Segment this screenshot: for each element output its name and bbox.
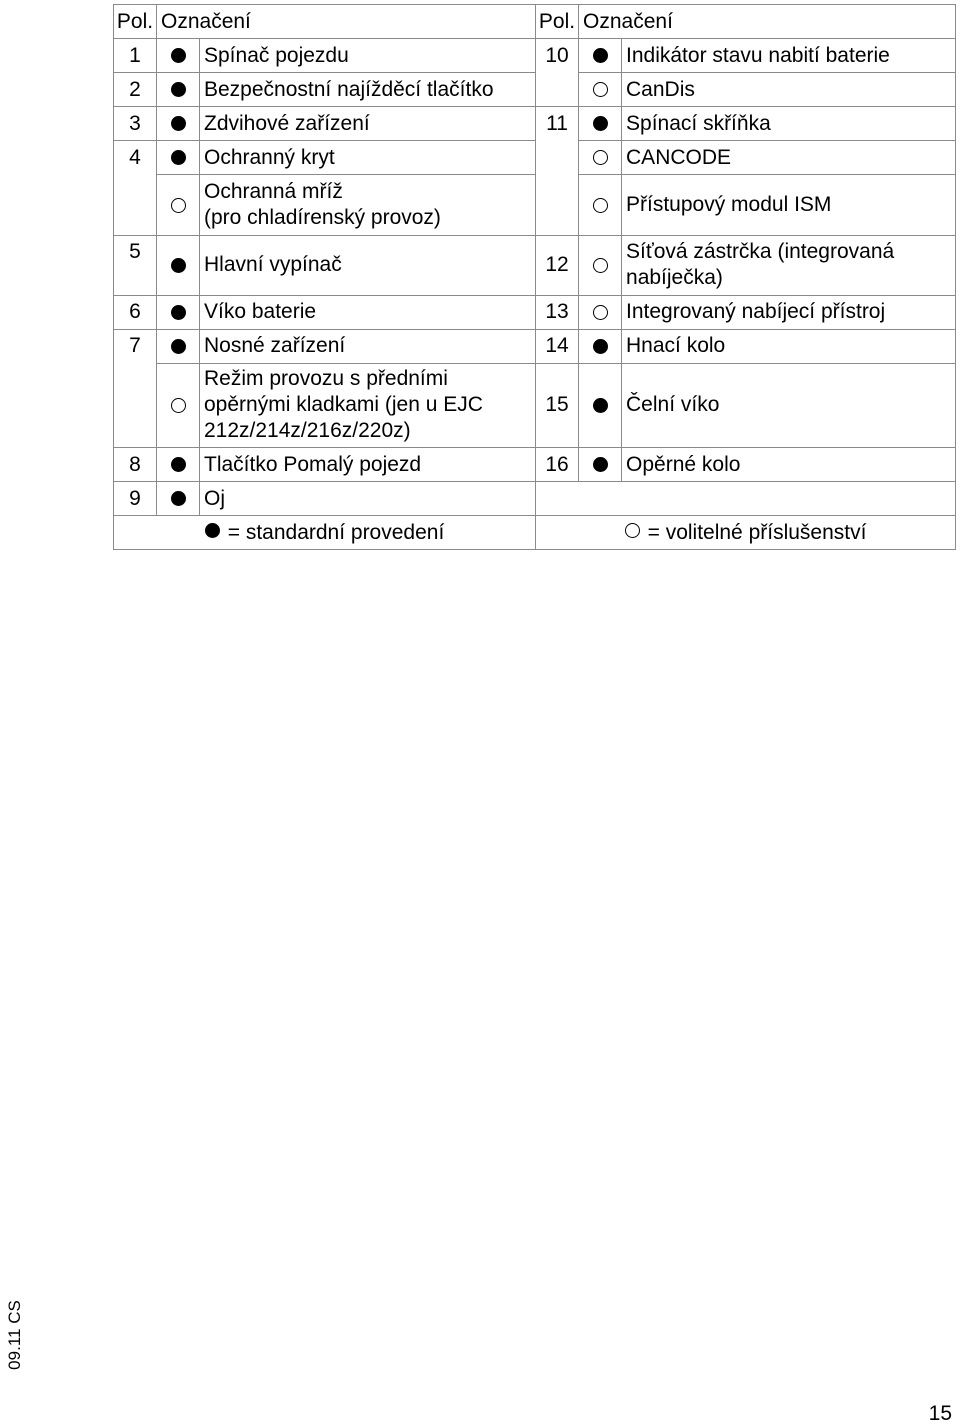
item-label: Nosné zařízení xyxy=(200,329,536,363)
item-label: Čelní víko xyxy=(622,363,956,448)
item-label: Indikátor stavu nabití baterie xyxy=(622,39,956,73)
standard-dot-icon xyxy=(171,82,186,97)
item-pos: 5 xyxy=(114,235,157,295)
item-label: Víko baterie xyxy=(200,295,536,329)
legend-standard-text: = standardní provedení xyxy=(227,520,445,544)
item-label-line: Síťová zástrčka (integrovaná xyxy=(626,240,895,263)
item-label-line: (pro chladírenský provoz) xyxy=(204,205,441,229)
item-pos: 13 xyxy=(536,295,579,329)
item-label: Přístupový modul ISM xyxy=(622,175,956,236)
standard-dot-icon xyxy=(171,457,186,472)
parts-table xyxy=(113,4,956,550)
optional-circle-icon xyxy=(593,82,608,97)
item-pos: 9 xyxy=(114,482,157,516)
item-pos xyxy=(536,175,579,236)
standard-dot-icon xyxy=(171,491,186,506)
empty-cell xyxy=(536,482,956,516)
standard-dot-icon xyxy=(593,457,608,472)
optional-circle-icon xyxy=(171,198,186,213)
optional-circle-icon xyxy=(593,258,608,273)
standard-dot-icon xyxy=(205,523,220,538)
item-label-line: Režim provozu s předními xyxy=(204,367,448,391)
standard-dot-icon xyxy=(171,150,186,165)
item-label: Hlavní vypínač xyxy=(200,235,536,295)
table-row xyxy=(114,448,956,482)
table-row xyxy=(114,175,956,236)
standard-dot-icon xyxy=(171,305,186,320)
item-label: Ochranný kryt xyxy=(200,141,536,175)
item-pos: 8 xyxy=(114,448,157,482)
legend-row xyxy=(114,516,956,550)
optional-circle-icon xyxy=(593,150,608,165)
standard-dot-icon xyxy=(171,48,186,63)
table-row xyxy=(114,73,956,107)
standard-dot-icon xyxy=(171,116,186,131)
standard-dot-icon xyxy=(593,116,608,131)
header-name-right: Označení xyxy=(579,5,956,39)
standard-dot-icon xyxy=(593,48,608,63)
table-row xyxy=(114,363,956,448)
standard-dot-icon xyxy=(593,339,608,354)
item-label-line: opěrnými kladkami (jen u EJC xyxy=(204,393,483,417)
item-pos: 11 xyxy=(536,107,579,141)
item-pos: 2 xyxy=(114,73,157,107)
item-pos: 12 xyxy=(536,235,579,295)
header-pos-right: Pol. xyxy=(536,5,579,39)
item-label: CANCODE xyxy=(622,141,956,175)
item-label: Spínač pojezdu xyxy=(200,39,536,73)
item-pos: 10 xyxy=(536,39,579,73)
item-label: Hnací kolo xyxy=(622,329,956,363)
page-number: 15 xyxy=(928,1402,952,1425)
item-pos: 16 xyxy=(536,448,579,482)
item-label: Tlačítko Pomalý pojezd xyxy=(200,448,536,482)
legend-optional-text: = volitelné příslušenství xyxy=(647,520,867,544)
table-row xyxy=(114,482,956,516)
item-label-line: nabíječka) xyxy=(626,266,723,289)
optional-circle-icon xyxy=(625,523,640,538)
table-header-row xyxy=(114,5,956,39)
item-label-line: 212z/214z/216z/220z) xyxy=(204,419,411,443)
item-pos: 4 xyxy=(114,141,157,175)
optional-circle-icon xyxy=(593,305,608,320)
item-label: CanDis xyxy=(622,73,956,107)
item-pos: 15 xyxy=(536,363,579,448)
item-label: Bezpečnostní najížděcí tlačítko xyxy=(200,73,536,107)
item-label: Integrovaný nabíjecí přístroj xyxy=(622,295,956,329)
legend-optional xyxy=(536,516,956,550)
item-pos xyxy=(114,175,157,236)
table-row xyxy=(114,235,956,295)
item-label: Spínací skříňka xyxy=(622,107,956,141)
item-pos xyxy=(536,141,579,175)
legend-standard xyxy=(114,516,536,550)
standard-dot-icon xyxy=(171,339,186,354)
standard-dot-icon xyxy=(593,398,608,413)
optional-circle-icon xyxy=(171,398,186,413)
item-pos: 14 xyxy=(536,329,579,363)
item-pos: 7 xyxy=(114,329,157,363)
table-row xyxy=(114,141,956,175)
optional-circle-icon xyxy=(593,198,608,213)
document-code: 09.11 CS xyxy=(5,1300,24,1370)
standard-dot-icon xyxy=(171,258,186,273)
item-label: Oj xyxy=(200,482,536,516)
item-pos: 3 xyxy=(114,107,157,141)
table-row xyxy=(114,107,956,141)
item-pos: 1 xyxy=(114,39,157,73)
item-pos xyxy=(114,363,157,448)
table-row xyxy=(114,295,956,329)
item-pos xyxy=(536,73,579,107)
table-row xyxy=(114,329,956,363)
item-pos: 6 xyxy=(114,295,157,329)
item-label: Opěrné kolo xyxy=(622,448,956,482)
header-pos-left: Pol. xyxy=(114,5,157,39)
header-name-left: Označení xyxy=(157,5,536,39)
item-label: Zdvihové zařízení xyxy=(200,107,536,141)
table-row xyxy=(114,39,956,73)
item-label-line: Ochranná mříž xyxy=(204,179,343,203)
